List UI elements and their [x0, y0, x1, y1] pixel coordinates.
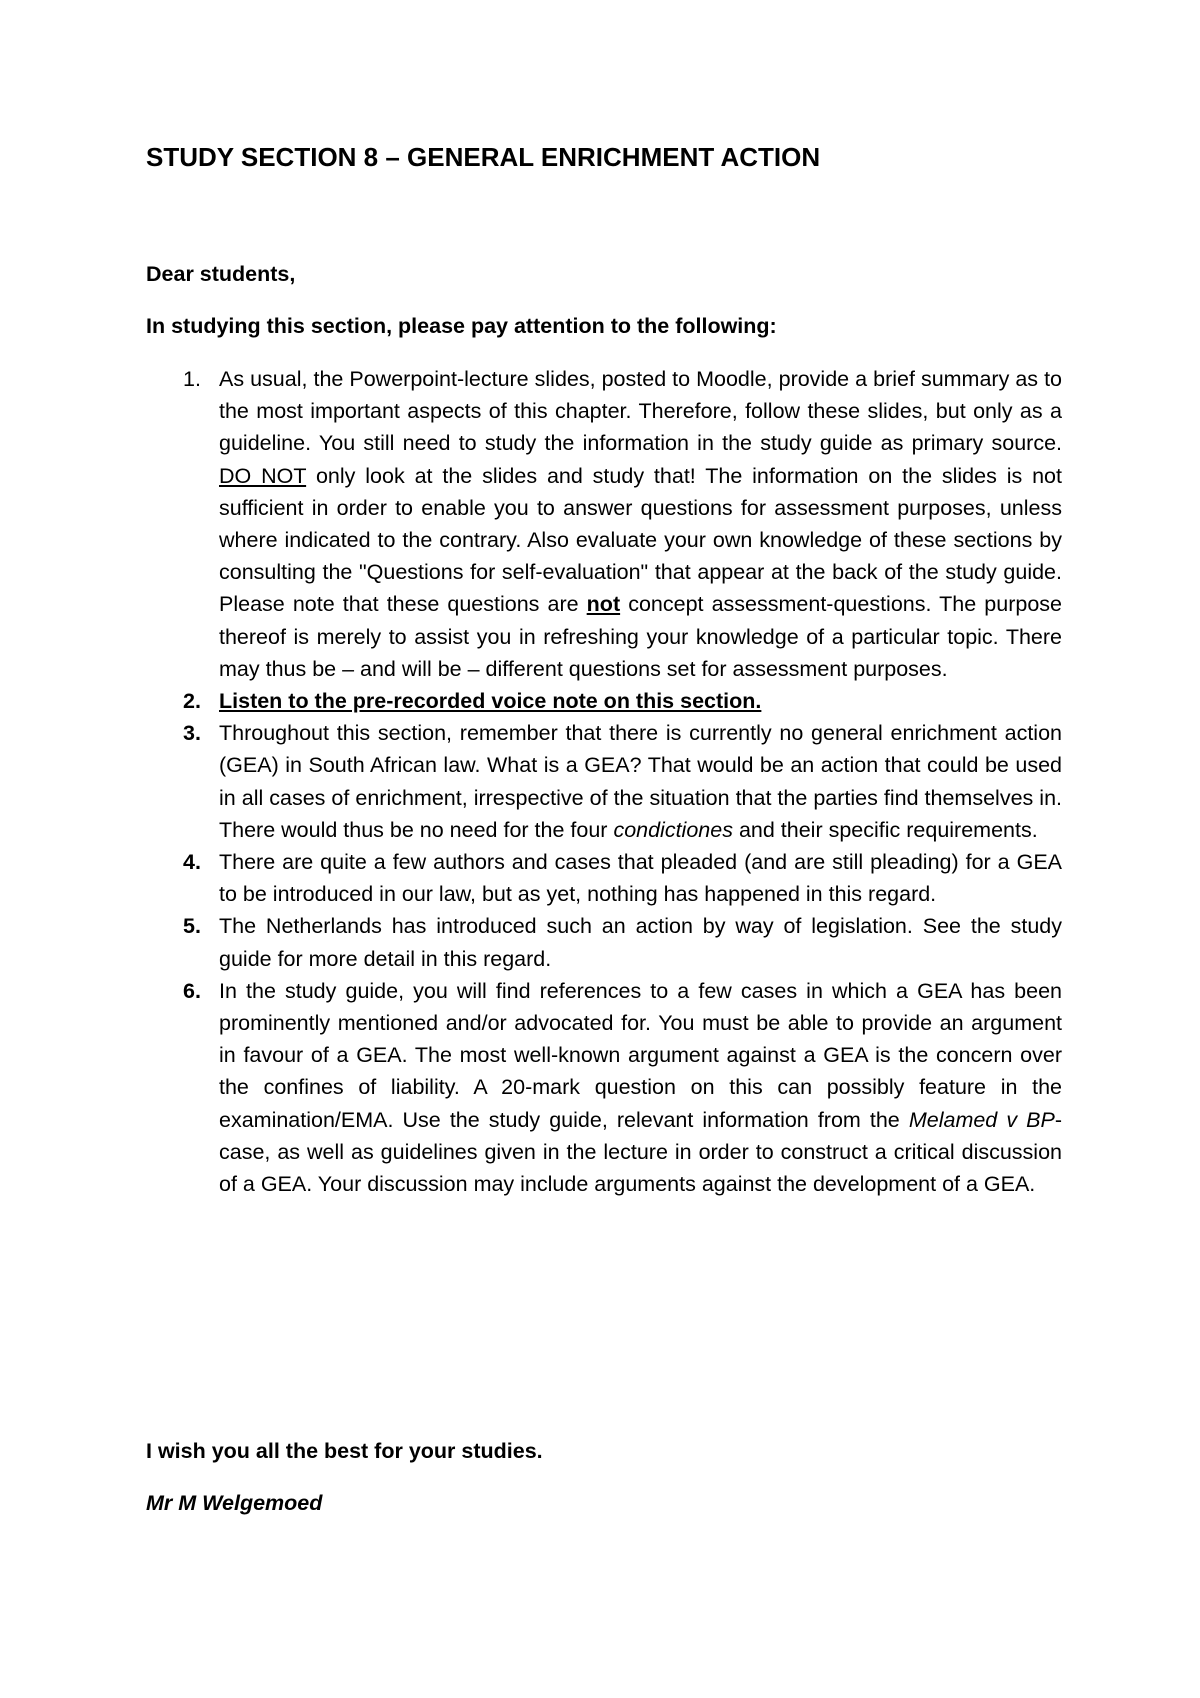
document-page	[146, 140, 1062, 1515]
list-item-text: There are quite a few authors and cases that pleaded (and are still pleading) for a GEA to be introduced in our law, but as yet, nothing has happened in this regard.	[219, 850, 1062, 907]
list-item-number: 3.	[183, 721, 201, 746]
italic-term: condictiones	[613, 817, 733, 842]
list-item-text: In the study guide, you will find references to a few cases in which a GEA has been prominently mentioned and/or advocated for. You must be able to provide an argument in favour of a GEA. The most well-known argument against a GEA is the concern over the confines of liability. A 20-mark question on this can possibly feature in the examination/EMA. Use the study guide, relevant information from the Melamed v BP-case, as well as guidelines given in the lecture in order to construct a critical discussion of a GEA. Your discussion may include arguments against the development of a GEA.	[219, 978, 1062, 1197]
list-item	[146, 363, 1062, 685]
list-item	[146, 846, 1062, 910]
signature: Mr M Welgemoed	[146, 1491, 323, 1515]
instruction-list	[146, 363, 1062, 1200]
list-item-text: Throughout this section, remember that there is currently no general enrichment action (GEA) in South African law. What is a GEA? That would be an action that could be used in all cases of enrichment, irrespective of the situation that the parties find themselves in. There would thus be no need for the four condictiones and their specific requirements.	[219, 721, 1062, 842]
closing-line: I wish you all the best for your studies.	[146, 1439, 543, 1463]
list-item-number: 4.	[183, 850, 201, 875]
list-item-number: 5.	[183, 914, 201, 939]
list-item-text: The Netherlands has introduced such an action by way of legislation. See the study guide for more detail in this regard.	[219, 914, 1062, 971]
list-item	[146, 717, 1062, 846]
list-item-text: As usual, the Powerpoint-lecture slides, posted to Moodle, provide a brief summary as to the most important aspects of this chapter. Therefore, follow these slides, but only as a guideline. You still need to study the information in the study guide as primary source. DO NOT only look at the slides and study that! The information on the slides is not sufficient in order to enable you to answer questions for assessment purposes, unless where indicated to the contrary. Also evaluate your own knowledge of these sections by consulting the "Questions for self-evaluation" that appear at the back of the study guide. Please note that these questions are not concept assessment-questions. The purpose thereof is merely to assist you in refreshing your knowledge of a particular topic. There may thus be – and will be – different questions set for assessment purposes.	[219, 367, 1062, 681]
emphasis-not: not	[586, 592, 621, 617]
page-title: STUDY SECTION 8 – GENERAL ENRICHMENT ACTION	[146, 142, 821, 172]
list-item-number: 1.	[183, 367, 201, 391]
intro-heading: In studying this section, please pay attention to the following:	[146, 314, 777, 338]
list-item-text: Listen to the pre-recorded voice note on this section.	[219, 689, 762, 714]
list-item-number: 6.	[183, 978, 201, 1003]
emphasis-do-not: DO NOT	[219, 463, 307, 488]
italic-case-name: Melamed v BP	[908, 1107, 1055, 1132]
list-item-number: 2.	[183, 689, 201, 714]
list-item	[146, 685, 1062, 717]
list-item	[146, 910, 1062, 974]
greeting: Dear students,	[146, 262, 296, 286]
list-item	[146, 975, 1062, 1200]
